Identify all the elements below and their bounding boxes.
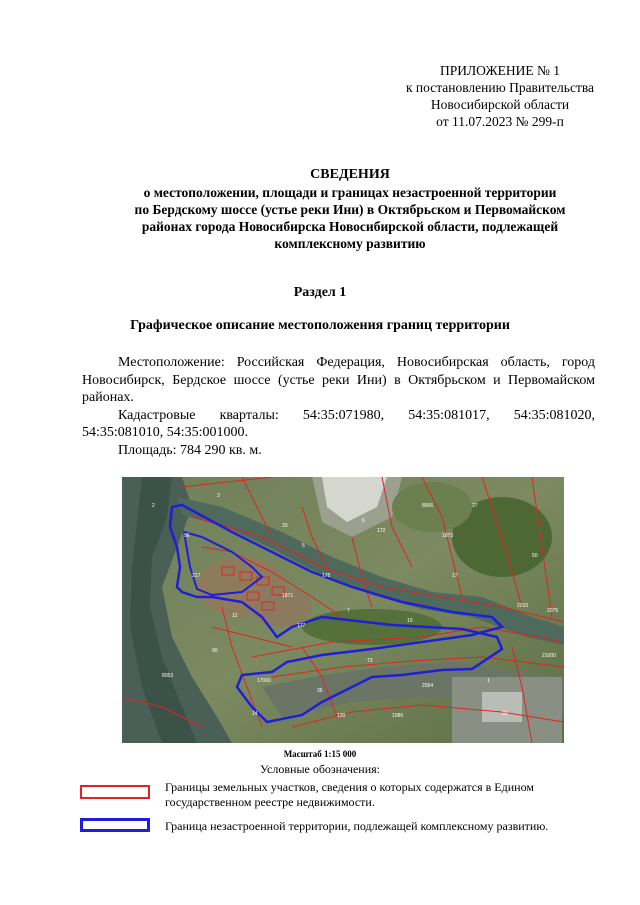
document-title (70, 166, 630, 252)
industrial-building (482, 692, 522, 722)
parcel-label: 3 (217, 493, 220, 499)
parcel-label: 172 (377, 528, 386, 534)
parcel-label: 17 (452, 573, 458, 579)
parcel-label: 1873 (442, 533, 454, 539)
parcel-label: 7 (347, 608, 350, 614)
parcel-label: 17000 (257, 678, 271, 684)
parcel-label: 2075 (547, 608, 559, 614)
parcel-label: 12 (232, 613, 238, 619)
title-line-4: комплексному развитию (274, 236, 426, 251)
area-paragraph: Площадь: 784 290 кв. м. (118, 442, 262, 458)
parcel-label: 50 (532, 553, 538, 559)
title-line-3: районах города Новосибирска Новосибирской области, подлежащей (141, 219, 559, 234)
parcel-label: 2064 (422, 683, 434, 689)
parcel-label: 5 (302, 543, 305, 549)
appendix-date: от 11.07.2023 № 299-п (436, 114, 564, 129)
parcel-label: 2010 (517, 603, 529, 609)
parcel-label: 177 (297, 623, 306, 629)
map-scale: Масштаб 1:15 000 (283, 749, 357, 759)
map-svg (122, 477, 564, 743)
parcel-label: 120 (337, 713, 346, 719)
section-heading: Раздел 1 (293, 285, 347, 300)
parcel-label: 8006 (422, 503, 434, 509)
legend-blue-text: Граница незастроенной территории, подлежащей комплексному развитию. (165, 819, 549, 833)
parcel-label: 2 (152, 503, 155, 509)
parcel-label: 10 (407, 618, 413, 624)
parcel-label: 178 (322, 573, 331, 579)
cadastral-line-1: Кадастровые кварталы: 54:35:071980, 54:35:081017, 54:35:081020, (118, 407, 595, 423)
appendix-header (370, 62, 630, 130)
satellite-map (122, 477, 564, 743)
parcel-label: 8053 (162, 673, 174, 679)
parcel-label: 21000 (542, 653, 556, 659)
parcel-label: 33 (282, 523, 288, 529)
body-text (82, 354, 595, 459)
legend-blue-swatch (80, 818, 150, 832)
legend-red-text: Границы земельных участков, сведения о которых содержатся в Едином государственном реестре недвижимости. (165, 780, 534, 809)
parcel-label: 36 (317, 688, 323, 694)
parcel-label: 96 (184, 533, 190, 539)
parcel-label: 6 (362, 518, 365, 524)
title-line-2: по Бердскому шоссе (устье реки Ини) в Октябрьском и Первомайском (134, 202, 566, 217)
parcel-label: 1086 (392, 713, 404, 719)
parcel-label: 1871 (282, 593, 294, 599)
parcel-label: 217 (192, 573, 201, 579)
title-main: СВЕДЕНИЯ (310, 167, 390, 182)
section-subtitle: Графическое описание местоположения границ территории (130, 318, 510, 333)
parcel-label: 14 (252, 711, 258, 717)
parcel-label: 1 (487, 678, 490, 684)
legend-red-swatch (80, 785, 150, 799)
parcel-label: 73 (367, 658, 373, 664)
title-line-1: о местоположении, площади и границах незастроенной территории (143, 185, 557, 200)
appendix-number: ПРИЛОЖЕНИЕ № 1 (439, 63, 561, 78)
cadastral-line-2: 54:35:081010, 54:35:001000. (82, 425, 249, 440)
appendix-decree: к постановлению Правительства (405, 80, 595, 95)
legend-title: Условные обозначения: (259, 762, 381, 776)
parcel-label: 90 (212, 648, 218, 654)
location-paragraph: Местоположение: Российская Федерация, Новосибирская область, город Новосибирск, Бердское шоссе (устье реки Ини) в Октябрьском и Первомайском районах. (82, 355, 595, 405)
parcel-label: 27 (472, 503, 478, 509)
parcel-label: 20 (502, 711, 508, 717)
appendix-region: Новосибирской области (430, 97, 570, 112)
